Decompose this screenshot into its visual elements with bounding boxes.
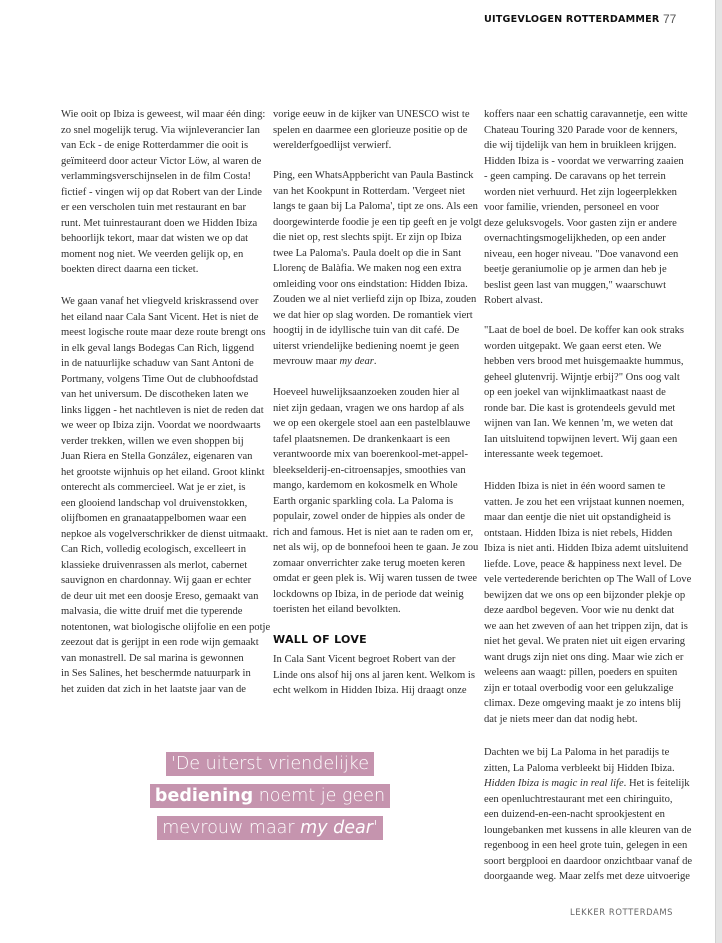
- text-line: Hidden Ibiza is - voordat we verwarring zaaien: [484, 155, 684, 167]
- text-line: We gaan vanaf het vliegveld kriskrassend over: [61, 296, 259, 307]
- text-line: van het Kookpunt in Rotterdam. 'Vergeet niet: [273, 185, 466, 197]
- text-line: [484, 776, 692, 792]
- text-line: worden uitgepakt. We gaan eerst eten. We: [484, 340, 662, 352]
- italic-text: my dear: [339, 356, 374, 367]
- text-line: In Cala Sant Vicent begroet Robert van der: [273, 654, 456, 665]
- text-line: we op een okergele stoel aan een pastelblauwe: [273, 418, 471, 429]
- text-line: Zouden we al niet verliefd zijn op Ibiza, zouden: [273, 294, 477, 305]
- text-line: Llorenç de Balàfia. We maken nog een extra: [273, 263, 462, 274]
- text-line: van Eck - de enige Rotterdammer die ooit is: [61, 140, 249, 151]
- text-line: uiterst vriendelijke bediening noemt je geen: [273, 340, 460, 352]
- text-line: Juan Riera en Stella González, eigenaren van: [61, 451, 253, 462]
- text-line: Ping, een WhatsAppbericht van Paula Bastinck: [273, 170, 474, 181]
- text-line: we weer op Ibiza zijn. Voordat we noordwaarts: [61, 420, 261, 431]
- text-line: rich and famous. Het is niet aan te raden om er,: [273, 526, 474, 538]
- text-line: zomaar onverrichter zake terug moeten keren: [273, 557, 466, 569]
- text-line: koffers naar een schattig caravannetje, een witte: [484, 109, 688, 120]
- text-line: net als wij, op de bonnefooi heen te gaan. Je zou: [273, 542, 479, 553]
- text-line: Portmany, volgens Time Out de clubhoofdstad: [61, 373, 259, 385]
- text-line: zo snel mogelijk terug. Via wijnleverancier Ian: [61, 124, 260, 136]
- text-line: ronde bar. Die kast is grotendeels gevuld met: [484, 402, 676, 414]
- text-line: klassieke druivenrassen als merlot, cabernet: [61, 559, 248, 571]
- text-line: Hidden Ibiza is niet in één woord samen te: [484, 481, 666, 492]
- text-line: "Laat de boel de boel. De koffer kan ook straks: [484, 325, 685, 336]
- text-line: deze aardbol begeven. Voor wie nu denkt dat: [484, 605, 675, 616]
- text-line: bleekselderij-en-citroensapjes, smoothies van: [273, 464, 466, 476]
- text-line: hebben vers brood met huisgemaakte hummus,: [484, 356, 684, 367]
- text-line: in elk geval langs Bodegas Can Rich, liggend: [61, 342, 255, 354]
- text-line: [273, 354, 482, 370]
- text-line: geheel glutenvrij. Wijntje erbij?" Ons oog valt: [484, 371, 680, 383]
- pull-quote-italic: my dear: [300, 818, 373, 838]
- text-line: er een verscholen tuin met restaurant en bar: [61, 202, 247, 213]
- paragraph: [273, 652, 475, 699]
- text-line: die wij tijdelijk van hem in bruikleen krijgen.: [484, 140, 677, 151]
- text-line: we dat hier op slag worden. De romantiek viert: [273, 309, 473, 321]
- text-line: omleiding voor ons eindstation: Hidden Ibiza.: [273, 278, 468, 290]
- text-line: verlammingsverschijnselen in de film Costa!: [61, 171, 252, 182]
- text-line: Ian uitsluitend topwijnen levert. Wij gaan een: [484, 433, 678, 445]
- text-line: populair, zowel onder de hippies als onder de: [273, 511, 465, 522]
- text-line: het zuiden dat zich in het laatste jaar van de: [61, 683, 247, 695]
- text-line: moment nog niet. We veerden gelijk op, en: [61, 248, 244, 260]
- paragraph: [273, 168, 482, 370]
- text-line: Can Rich, volledig ecologisch, excelleert in: [61, 544, 247, 555]
- text-line: een duizend-en-een-nacht sprookjestent en: [484, 809, 665, 820]
- text-line: omdat er geen plek is. Wij waren tussen de twee: [273, 573, 478, 584]
- text-line: mango, kardemom en kokosmelk en Whole: [273, 480, 458, 491]
- text-line: nepkoe als vogelverschrikker de dienst uitmaakt.: [61, 528, 269, 540]
- text-line: langs te gaan bij La Paloma', tipt ze ons. Als een: [273, 201, 478, 212]
- text-line: niveau, een hoger niveau. "Doe vanavond een: [484, 248, 679, 260]
- text-line: beetje geraniumolie op je armen dan heb je: [484, 264, 667, 275]
- italic-text: Hidden Ibiza is magic in real life: [484, 778, 624, 789]
- text-line: Dachten we bij La Paloma in het paradijs te: [484, 747, 670, 758]
- text-span: mevrouw maar: [273, 356, 340, 367]
- pull-quote-line: [150, 784, 390, 808]
- text-line: want drugs zijn niet ons ding. Maar wie zich er: [484, 651, 684, 663]
- text-line: zitten, La Paloma verbleekt bij Hidden Ibiza.: [484, 762, 675, 774]
- pull-quote-line: [166, 752, 374, 776]
- text-line: runt. Met tuinrestaurant doen we Hidden Ibiza: [61, 217, 258, 229]
- text-line: malvasia, die witte druif met die typerende: [61, 606, 243, 617]
- text-line: regenboog in een heel grote tuin, gelegen in een: [484, 840, 688, 851]
- text-line: meest logische route maar deze route brengt ons: [61, 327, 266, 338]
- text-line: interessante week tegemoet.: [484, 449, 604, 460]
- text-line: verder trekken, willen we even shoppen bij: [61, 435, 244, 447]
- pull-quote-text: noemt je geen: [253, 786, 386, 806]
- paragraph: [484, 107, 688, 309]
- text-line: niet zijn gedaan, vragen we ons hardop af als: [273, 402, 464, 414]
- text-line: notentonen, wat biologische olijfolie en een potje: [61, 621, 271, 633]
- text-line: de deur uit met een doosje Ereso, gemaakt van: [61, 590, 259, 602]
- pull-quote-bold: bediening: [154, 786, 254, 806]
- pull-quote: [60, 752, 480, 848]
- text-line: boekten direct daarna een ticket.: [61, 264, 199, 275]
- text-line: soort bergplooi en daardoor onzichtbaar vanaf de: [484, 855, 693, 867]
- text-line: sauvignon en chardonnay. Wij gaan er echter: [61, 575, 252, 586]
- text-line: verantwoorde mix van boerenkool-met-appel-: [273, 449, 469, 460]
- text-line: we aan het zweven of aan het trippen zijn, dat is: [484, 620, 688, 632]
- text-line: geïmiteerd door acteur Victor Löw, al waren de: [61, 155, 262, 167]
- text-line: climax. Deze omgeving maakt je zo intens blij: [484, 698, 682, 709]
- text-line: weleens aan waagt: pillen, poeders en spuiten: [484, 667, 678, 678]
- text-line: twee La Paloma's. Paula doelt op die in Sant: [273, 247, 462, 259]
- text-line: Linde ons alsof hij ons al jaren kent. Welkom is: [273, 669, 475, 681]
- text-line: tafel plaatsnemen. De drankenkaart is een: [273, 433, 451, 445]
- pull-quote-text: mevrouw maar: [162, 818, 301, 838]
- text-line: in Ses Salines, het beschermde natuurpark in: [61, 668, 251, 679]
- text-line: zeezout dat is gerijpt in een rode wijn gemaakt: [61, 637, 259, 648]
- text-line: het grootste wijnhuis op het eiland. Groot klinkt: [61, 466, 265, 478]
- text-line: loungebanken met kussens in alle kleuren van de: [484, 824, 692, 836]
- text-line: worden niet verhuurd. Het zijn logeerplekken: [484, 186, 677, 198]
- text-span: .: [373, 356, 377, 367]
- text-line: op een joekel van wijnklimaatkast naast de: [484, 387, 666, 398]
- text-line: een openluchtrestaurant met een chiringuito,: [484, 793, 673, 805]
- text-line: het eiland naar Cala Sant Vicent. Het is niet de: [61, 311, 259, 323]
- pull-quote-text: 'De uiterst vriendelijke: [171, 754, 369, 774]
- paragraph: [273, 385, 478, 618]
- section-title: UITGEVLOGEN ROTTERDAMMER: [484, 14, 660, 25]
- paragraph: [273, 107, 470, 154]
- text-line: doorgaande weg. Maar zelfs met deze uitvoerige: [484, 871, 690, 882]
- text-line: spelen en daarmee een glorieuze positie op de: [273, 124, 468, 136]
- text-line: die niet op, rest slechts spijt. Er zijn op Ibiza: [273, 232, 462, 243]
- text-line: fictief - vingen wij op dat Robert van der Linde: [61, 186, 262, 198]
- text-line: echt welkom in Hidden Ibiza. Hij draagt onze: [273, 685, 467, 696]
- text-line: - geen camping. De caravans op het terrein: [484, 171, 666, 182]
- text-line: vatten. Je zou het een vrijstaat kunnen noemen,: [484, 496, 685, 508]
- text-line: van het universum. De discotheken laten we: [61, 389, 249, 400]
- paragraph: [484, 745, 692, 885]
- text-line: voor familie, vrienden, personeel en voor: [484, 202, 660, 213]
- text-line: dat je niets meer dan dat nodig hebt.: [484, 713, 638, 725]
- pull-quote-text: ': [372, 818, 378, 838]
- text-line: Earth organic sparkling cola. La Paloma is: [273, 495, 454, 507]
- text-line: werelderfgoedlijst verwierf.: [273, 140, 392, 151]
- text-line: bewijzen dat we ons op een bijzonder plekje op: [484, 589, 686, 601]
- text-line: lockdowns op Ibiza, in de periode dat weinig: [273, 588, 464, 600]
- text-line: Hoeveel huwelijksaanzoeken zouden hier al: [273, 387, 460, 398]
- text-line: maar dan eentje die niet uit opstandigheid is: [484, 512, 671, 523]
- paragraph: [61, 107, 265, 278]
- text-line: wijnen van Ian. We kennen 'm, we weten dat: [484, 418, 674, 429]
- text-line: liefde. Love, peace & happiness next level. De: [484, 558, 682, 570]
- pull-quote-line: [157, 816, 383, 840]
- text-line: onterecht als commercieel. Wat je er ziet, is: [61, 482, 246, 493]
- text-line: van monastrell. De sal marina is gewonnen: [61, 652, 244, 664]
- text-line: Chateau Touring 320 Parade voor de kenners,: [484, 124, 678, 136]
- text-span: . Het is feitelijk: [623, 778, 690, 789]
- paragraph: [484, 479, 691, 727]
- text-line: Wie ooit op Ibiza is geweest, wil maar één ding:: [61, 109, 266, 120]
- text-line: Robert alvast.: [484, 295, 543, 306]
- text-line: een glooiend landschap vol druivenstokken,: [61, 497, 248, 509]
- subheading: WALL OF LOVE: [273, 633, 367, 646]
- text-line: behoorlijk tekort, maar dat wisten we op dat: [61, 233, 249, 244]
- magazine-footer: LEKKER ROTTERDAMS: [570, 907, 674, 917]
- text-line: overnachtingsmogelijkheden, op een ander: [484, 233, 666, 244]
- text-line: ontstaan. Hidden Ibiza is niet rebels, Hidden: [484, 527, 673, 539]
- text-line: deze geluksvogels. Voor gasten zijn er andere: [484, 217, 677, 229]
- text-line: toeristen het eiland bevolkten.: [273, 604, 401, 615]
- page-edge: [715, 0, 722, 943]
- text-line: olijfbomen en granaatappelbomen waar een: [61, 513, 247, 524]
- text-line: beslist geen last van muggen," waarschuwt: [484, 279, 667, 291]
- text-line: links liggen - het nachtleven is niet de reden dat: [61, 404, 264, 416]
- text-line: vele vertederende berichten op The Wall of Love: [484, 574, 692, 585]
- paragraph: [61, 294, 270, 697]
- page-number: 77: [663, 12, 677, 26]
- text-line: in de natuurlijke schaduw van Sant Antoni de: [61, 358, 254, 369]
- text-line: vorige eeuw in de kijker van UNESCO wist te: [273, 109, 470, 120]
- text-line: hoogtij in de idyllische tuin van dit café. De: [273, 325, 460, 336]
- paragraph: [484, 323, 684, 463]
- text-line: niet het geval. We praten niet uit eigen ervaring: [484, 636, 686, 647]
- text-line: doorgewinterde foodie je een tip geeft en je volgt: [273, 216, 482, 228]
- text-line: zijn er totaal overbodig voor een gelukzalige: [484, 682, 674, 694]
- text-line: Ibiza is niet anti. Hidden Ibiza ademt uitsluitend: [484, 543, 689, 554]
